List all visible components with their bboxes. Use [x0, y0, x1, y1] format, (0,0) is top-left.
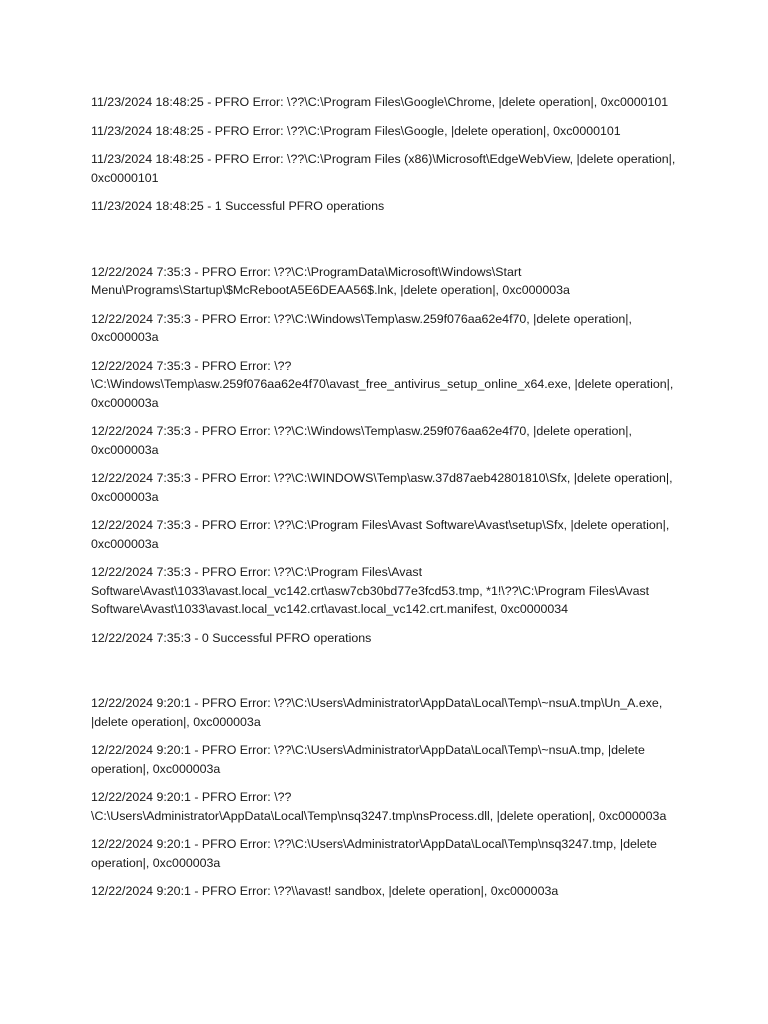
log-entry: 11/23/2024 18:48:25 - PFRO Error: \??\C:\Program Files\Google, |delete operation|, 0xc0000101: [91, 123, 621, 138]
log-entry: 12/22/2024 7:35:3 - PFRO Error: \??\C:\Windows\Temp\asw.259f076aa62e4f70\avast_free_antivirus_setup_online_x64.exe, |delete operation|, 0xc000003a: [91, 358, 674, 410]
log-entry: 12/22/2024 7:35:3 - PFRO Error: \??\C:\Windows\Temp\asw.259f076aa62e4f70, |delete operation|, 0xc000003a: [91, 424, 632, 457]
log-section-1: [91, 93, 691, 216]
log-entry: 12/22/2024 9:20:1 - PFRO Error: \??\C:\Users\Administrator\AppData\Local\Temp\~nsuA.tmp\Un_A.exe, |delete operation|, 0xc000003a: [91, 696, 663, 729]
section-spacer: [91, 657, 691, 694]
log-entry: 12/22/2024 7:35:3 - PFRO Error: \??\C:\Program Files\Avast Software\Avast\1033\avast.local_vc142.crt\asw7cb30bd77e3fcd53.tmp, *1!\??\C:\Program Files\Avast Software\Avast\1033\avast.local_vc142.crt\avast.local_vc142.crt.manifest, 0xc0000034: [91, 565, 650, 616]
log-entry: 12/22/2024 7:35:3 - PFRO Error: \??\C:\Program Files\Avast Software\Avast\setup\Sfx, |delete operation|, 0xc000003a: [91, 518, 670, 551]
section-spacer: [91, 226, 691, 263]
log-entry: 12/22/2024 9:20:1 - PFRO Error: \??\C:\Users\Administrator\AppData\Local\Temp\~nsuA.tmp, |delete operation|, 0xc000003a: [91, 743, 645, 776]
log-body: [91, 93, 691, 911]
log-section-3: [91, 694, 691, 901]
log-entry: 12/22/2024 7:35:3 - PFRO Error: \??\C:\Windows\Temp\asw.259f076aa62e4f70, |delete operation|, 0xc000003a: [91, 311, 632, 344]
log-entry: 12/22/2024 7:35:3 - PFRO Error: \??\C:\WINDOWS\Temp\asw.37d87aeb42801810\Sfx, |delete operation|, 0xc000003a: [91, 471, 673, 504]
log-entry: 12/22/2024 7:35:3 - PFRO Error: \??\C:\ProgramData\Microsoft\Windows\Start Menu\Programs\Startup\$McRebootA5E6DEAA56$.lnk, |delete operation|, 0xc000003a: [91, 264, 570, 297]
log-entry: 12/22/2024 9:20:1 - PFRO Error: \??\C:\Users\Administrator\AppData\Local\Temp\nsq3247.tmp\nsProcess.dll, |delete operation|, 0xc000003a: [91, 790, 667, 823]
log-entry: 12/22/2024 9:20:1 - PFRO Error: \??\C:\Users\Administrator\AppData\Local\Temp\nsq3247.tmp, |delete operation|, 0xc000003a: [91, 837, 657, 870]
log-entry-summary: 12/22/2024 7:35:3 - 0 Successful PFRO operations: [91, 630, 372, 645]
log-entry: 12/22/2024 9:20:1 - PFRO Error: \??\\avast! sandbox, |delete operation|, 0xc000003a: [91, 884, 559, 898]
log-section-2: [91, 263, 691, 648]
log-entry-summary: 11/23/2024 18:48:25 - 1 Successful PFRO operations: [91, 199, 385, 213]
log-entry: 11/23/2024 18:48:25 - PFRO Error: \??\C:\Program Files (x86)\Microsoft\EdgeWebView, |delete operation|, 0xc0000101: [91, 152, 676, 185]
log-entry: 11/23/2024 18:48:25 - PFRO Error: \??\C:\Program Files\Google\Chrome, |delete operation|, 0xc0000101: [91, 95, 669, 109]
